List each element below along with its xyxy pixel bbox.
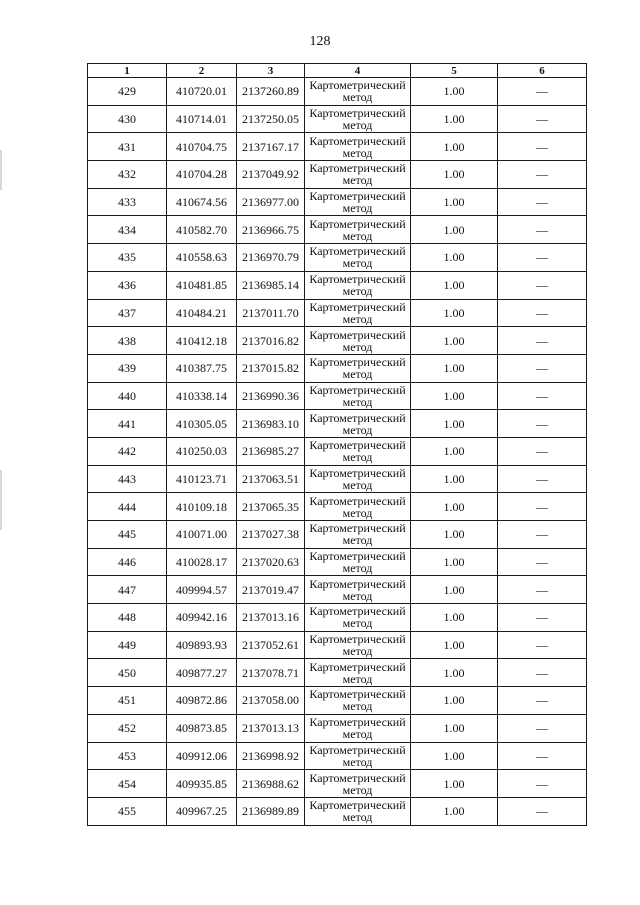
method-cell: Картометрический метод bbox=[305, 437, 411, 465]
x-coordinate-cell: 410704.75 bbox=[167, 133, 237, 161]
method-cell: Картометрический метод bbox=[305, 188, 411, 216]
table-row bbox=[88, 714, 587, 742]
point-number-cell: 435 bbox=[88, 244, 167, 272]
table-row bbox=[88, 382, 587, 410]
description-cell: — bbox=[498, 576, 587, 604]
y-coordinate-cell: 2137049.92 bbox=[237, 161, 305, 189]
page-number: 128 bbox=[309, 34, 331, 49]
description-cell: — bbox=[498, 161, 587, 189]
table-row bbox=[88, 659, 587, 687]
x-coordinate-cell: 410714.01 bbox=[167, 105, 237, 133]
y-coordinate-cell: 2137078.71 bbox=[237, 659, 305, 687]
x-coordinate-cell: 410305.05 bbox=[167, 410, 237, 438]
accuracy-cell: 1.00 bbox=[411, 631, 498, 659]
method-cell: Картометрический метод bbox=[305, 465, 411, 493]
y-coordinate-cell: 2136985.27 bbox=[237, 437, 305, 465]
description-cell: — bbox=[498, 714, 587, 742]
table-body bbox=[88, 78, 587, 826]
x-coordinate-cell: 410071.00 bbox=[167, 521, 237, 549]
point-number-cell: 431 bbox=[88, 133, 167, 161]
description-cell: — bbox=[498, 271, 587, 299]
y-coordinate-cell: 2136998.92 bbox=[237, 742, 305, 770]
y-coordinate-cell: 2137027.38 bbox=[237, 521, 305, 549]
x-coordinate-cell: 410028.17 bbox=[167, 548, 237, 576]
point-number-cell: 439 bbox=[88, 354, 167, 382]
method-cell: Картометрический метод bbox=[305, 327, 411, 355]
y-coordinate-cell: 2137052.61 bbox=[237, 631, 305, 659]
y-coordinate-cell: 2136989.89 bbox=[237, 797, 305, 825]
point-number-cell: 437 bbox=[88, 299, 167, 327]
method-cell: Картометрический метод bbox=[305, 216, 411, 244]
method-cell: Картометрический метод bbox=[305, 354, 411, 382]
y-coordinate-cell: 2136983.10 bbox=[237, 410, 305, 438]
y-coordinate-cell: 2136985.14 bbox=[237, 271, 305, 299]
description-cell: — bbox=[498, 687, 587, 715]
accuracy-cell: 1.00 bbox=[411, 437, 498, 465]
description-cell: — bbox=[498, 354, 587, 382]
description-cell: — bbox=[498, 659, 587, 687]
table-row bbox=[88, 576, 587, 604]
x-coordinate-cell: 410412.18 bbox=[167, 327, 237, 355]
point-number-cell: 442 bbox=[88, 437, 167, 465]
description-cell: — bbox=[498, 299, 587, 327]
accuracy-cell: 1.00 bbox=[411, 188, 498, 216]
table-row bbox=[88, 493, 587, 521]
y-coordinate-cell: 2136966.75 bbox=[237, 216, 305, 244]
point-number-cell: 447 bbox=[88, 576, 167, 604]
point-number-cell: 438 bbox=[88, 327, 167, 355]
point-number-cell: 444 bbox=[88, 493, 167, 521]
x-coordinate-cell: 410582.70 bbox=[167, 216, 237, 244]
x-coordinate-cell: 409872.86 bbox=[167, 687, 237, 715]
y-coordinate-cell: 2136990.36 bbox=[237, 382, 305, 410]
y-coordinate-cell: 2137058.00 bbox=[237, 687, 305, 715]
table-row bbox=[88, 437, 587, 465]
method-cell: Картометрический метод bbox=[305, 576, 411, 604]
point-number-cell: 443 bbox=[88, 465, 167, 493]
x-coordinate-cell: 409912.06 bbox=[167, 742, 237, 770]
table-row bbox=[88, 78, 587, 106]
x-coordinate-cell: 409893.93 bbox=[167, 631, 237, 659]
x-coordinate-cell: 410481.85 bbox=[167, 271, 237, 299]
table-row bbox=[88, 604, 587, 632]
method-cell: Картометрический метод bbox=[305, 687, 411, 715]
y-coordinate-cell: 2137260.89 bbox=[237, 78, 305, 106]
method-cell: Картометрический метод bbox=[305, 382, 411, 410]
accuracy-cell: 1.00 bbox=[411, 714, 498, 742]
y-coordinate-cell: 2136970.79 bbox=[237, 244, 305, 272]
coordinates-table bbox=[87, 63, 587, 826]
method-cell: Картометрический метод bbox=[305, 659, 411, 687]
method-cell: Картометрический метод bbox=[305, 493, 411, 521]
column-header: 4 bbox=[305, 64, 411, 78]
table-row bbox=[88, 299, 587, 327]
description-cell: — bbox=[498, 410, 587, 438]
accuracy-cell: 1.00 bbox=[411, 604, 498, 632]
x-coordinate-cell: 409877.27 bbox=[167, 659, 237, 687]
description-cell: — bbox=[498, 188, 587, 216]
method-cell: Картометрический метод bbox=[305, 604, 411, 632]
accuracy-cell: 1.00 bbox=[411, 521, 498, 549]
x-coordinate-cell: 410109.18 bbox=[167, 493, 237, 521]
accuracy-cell: 1.00 bbox=[411, 299, 498, 327]
point-number-cell: 450 bbox=[88, 659, 167, 687]
method-cell: Картометрический метод bbox=[305, 631, 411, 659]
description-cell: — bbox=[498, 382, 587, 410]
description-cell: — bbox=[498, 770, 587, 798]
method-cell: Картометрический метод bbox=[305, 299, 411, 327]
point-number-cell: 432 bbox=[88, 161, 167, 189]
x-coordinate-cell: 410250.03 bbox=[167, 437, 237, 465]
method-cell: Картометрический метод bbox=[305, 161, 411, 189]
x-coordinate-cell: 409994.57 bbox=[167, 576, 237, 604]
method-cell: Картометрический метод bbox=[305, 548, 411, 576]
table-row bbox=[88, 521, 587, 549]
accuracy-cell: 1.00 bbox=[411, 354, 498, 382]
y-coordinate-cell: 2137016.82 bbox=[237, 327, 305, 355]
x-coordinate-cell: 410704.28 bbox=[167, 161, 237, 189]
accuracy-cell: 1.00 bbox=[411, 770, 498, 798]
description-cell: — bbox=[498, 631, 587, 659]
description-cell: — bbox=[498, 465, 587, 493]
point-number-cell: 449 bbox=[88, 631, 167, 659]
method-cell: Картометрический метод bbox=[305, 714, 411, 742]
point-number-cell: 455 bbox=[88, 797, 167, 825]
column-header: 5 bbox=[411, 64, 498, 78]
point-number-cell: 446 bbox=[88, 548, 167, 576]
accuracy-cell: 1.00 bbox=[411, 161, 498, 189]
method-cell: Картометрический метод bbox=[305, 133, 411, 161]
accuracy-cell: 1.00 bbox=[411, 742, 498, 770]
description-cell: — bbox=[498, 105, 587, 133]
y-coordinate-cell: 2137019.47 bbox=[237, 576, 305, 604]
point-number-cell: 441 bbox=[88, 410, 167, 438]
point-number-cell: 436 bbox=[88, 271, 167, 299]
accuracy-cell: 1.00 bbox=[411, 493, 498, 521]
accuracy-cell: 1.00 bbox=[411, 271, 498, 299]
x-coordinate-cell: 410558.63 bbox=[167, 244, 237, 272]
point-number-cell: 454 bbox=[88, 770, 167, 798]
point-number-cell: 429 bbox=[88, 78, 167, 106]
point-number-cell: 434 bbox=[88, 216, 167, 244]
method-cell: Картометрический метод bbox=[305, 105, 411, 133]
table-row bbox=[88, 770, 587, 798]
accuracy-cell: 1.00 bbox=[411, 797, 498, 825]
description-cell: — bbox=[498, 244, 587, 272]
table-row bbox=[88, 271, 587, 299]
method-cell: Картометрический метод bbox=[305, 742, 411, 770]
point-number-cell: 430 bbox=[88, 105, 167, 133]
method-cell: Картометрический метод bbox=[305, 797, 411, 825]
accuracy-cell: 1.00 bbox=[411, 105, 498, 133]
table-row bbox=[88, 687, 587, 715]
y-coordinate-cell: 2137015.82 bbox=[237, 354, 305, 382]
x-coordinate-cell: 409942.16 bbox=[167, 604, 237, 632]
column-header: 6 bbox=[498, 64, 587, 78]
point-number-cell: 452 bbox=[88, 714, 167, 742]
table-row bbox=[88, 631, 587, 659]
y-coordinate-cell: 2137065.35 bbox=[237, 493, 305, 521]
description-cell: — bbox=[498, 548, 587, 576]
y-coordinate-cell: 2137167.17 bbox=[237, 133, 305, 161]
x-coordinate-cell: 410720.01 bbox=[167, 78, 237, 106]
method-cell: Картометрический метод bbox=[305, 410, 411, 438]
table-row bbox=[88, 548, 587, 576]
description-cell: — bbox=[498, 797, 587, 825]
accuracy-cell: 1.00 bbox=[411, 244, 498, 272]
column-header: 2 bbox=[167, 64, 237, 78]
x-coordinate-cell: 409967.25 bbox=[167, 797, 237, 825]
table-row bbox=[88, 133, 587, 161]
x-coordinate-cell: 409935.85 bbox=[167, 770, 237, 798]
point-number-cell: 453 bbox=[88, 742, 167, 770]
accuracy-cell: 1.00 bbox=[411, 327, 498, 355]
y-coordinate-cell: 2136988.62 bbox=[237, 770, 305, 798]
point-number-cell: 445 bbox=[88, 521, 167, 549]
accuracy-cell: 1.00 bbox=[411, 687, 498, 715]
x-coordinate-cell: 410484.21 bbox=[167, 299, 237, 327]
method-cell: Картометрический метод bbox=[305, 244, 411, 272]
table-row bbox=[88, 465, 587, 493]
x-coordinate-cell: 410387.75 bbox=[167, 354, 237, 382]
point-number-cell: 440 bbox=[88, 382, 167, 410]
accuracy-cell: 1.00 bbox=[411, 78, 498, 106]
description-cell: — bbox=[498, 493, 587, 521]
table-row bbox=[88, 188, 587, 216]
description-cell: — bbox=[498, 604, 587, 632]
description-cell: — bbox=[498, 327, 587, 355]
table-row bbox=[88, 216, 587, 244]
column-header: 1 bbox=[88, 64, 167, 78]
table-row bbox=[88, 105, 587, 133]
scan-edge-mark bbox=[0, 150, 2, 190]
x-coordinate-cell: 410674.56 bbox=[167, 188, 237, 216]
description-cell: — bbox=[498, 216, 587, 244]
scan-edge-mark bbox=[0, 470, 2, 530]
y-coordinate-cell: 2136977.00 bbox=[237, 188, 305, 216]
table-row bbox=[88, 354, 587, 382]
accuracy-cell: 1.00 bbox=[411, 382, 498, 410]
y-coordinate-cell: 2137013.16 bbox=[237, 604, 305, 632]
table-row bbox=[88, 244, 587, 272]
point-number-cell: 433 bbox=[88, 188, 167, 216]
accuracy-cell: 1.00 bbox=[411, 216, 498, 244]
table-row bbox=[88, 327, 587, 355]
y-coordinate-cell: 2137013.13 bbox=[237, 714, 305, 742]
y-coordinate-cell: 2137020.63 bbox=[237, 548, 305, 576]
method-cell: Картометрический метод bbox=[305, 78, 411, 106]
y-coordinate-cell: 2137063.51 bbox=[237, 465, 305, 493]
accuracy-cell: 1.00 bbox=[411, 465, 498, 493]
description-cell: — bbox=[498, 78, 587, 106]
description-cell: — bbox=[498, 521, 587, 549]
y-coordinate-cell: 2137250.05 bbox=[237, 105, 305, 133]
accuracy-cell: 1.00 bbox=[411, 548, 498, 576]
table-row bbox=[88, 797, 587, 825]
column-header: 3 bbox=[237, 64, 305, 78]
method-cell: Картометрический метод bbox=[305, 271, 411, 299]
x-coordinate-cell: 410338.14 bbox=[167, 382, 237, 410]
x-coordinate-cell: 409873.85 bbox=[167, 714, 237, 742]
accuracy-cell: 1.00 bbox=[411, 659, 498, 687]
description-cell: — bbox=[498, 437, 587, 465]
point-number-cell: 451 bbox=[88, 687, 167, 715]
table-row bbox=[88, 161, 587, 189]
accuracy-cell: 1.00 bbox=[411, 576, 498, 604]
accuracy-cell: 1.00 bbox=[411, 410, 498, 438]
description-cell: — bbox=[498, 133, 587, 161]
x-coordinate-cell: 410123.71 bbox=[167, 465, 237, 493]
table-row bbox=[88, 410, 587, 438]
accuracy-cell: 1.00 bbox=[411, 133, 498, 161]
table-row bbox=[88, 742, 587, 770]
y-coordinate-cell: 2137011.70 bbox=[237, 299, 305, 327]
table-header-row bbox=[88, 64, 587, 78]
description-cell: — bbox=[498, 742, 587, 770]
method-cell: Картометрический метод bbox=[305, 770, 411, 798]
method-cell: Картометрический метод bbox=[305, 521, 411, 549]
point-number-cell: 448 bbox=[88, 604, 167, 632]
